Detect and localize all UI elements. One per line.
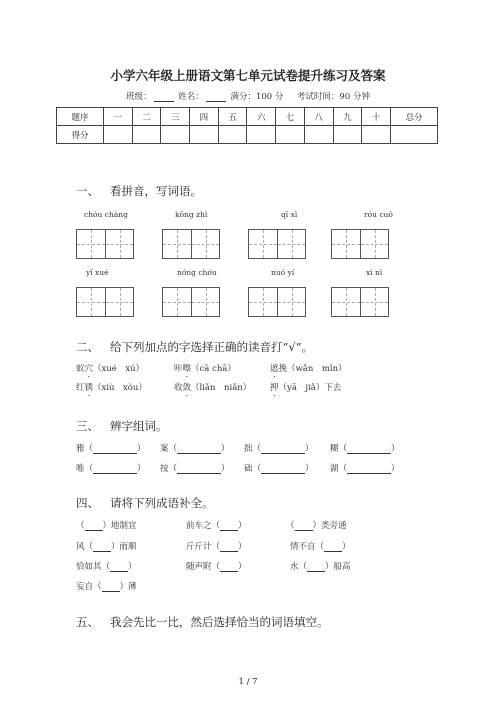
section-2-heading — [76, 339, 313, 355]
answer-blank[interactable] — [307, 561, 325, 572]
answer-blank[interactable] — [93, 443, 137, 454]
idiom-item: 情不自（ ） — [290, 542, 351, 552]
writing-grid[interactable] — [76, 229, 134, 259]
idiom-item: 恰如其（ ） — [76, 562, 137, 572]
score-header-cell: 七 — [276, 108, 305, 126]
score-header-cell: 八 — [304, 108, 333, 126]
answer-blank[interactable] — [93, 463, 137, 474]
score-header-cell: 六 — [247, 108, 276, 126]
score-cell[interactable] — [304, 126, 333, 144]
pinyin-label: nuó yí — [271, 268, 295, 277]
answer-blank[interactable] — [220, 561, 238, 572]
exam-info — [0, 90, 496, 102]
answer-blank[interactable] — [177, 443, 221, 454]
reading-item: 收敛（liǎn niǎn） — [174, 383, 252, 393]
reading-item: 红锈（xiù xòu） — [76, 383, 147, 393]
word-item: 础（ ） — [244, 464, 314, 474]
score-cell[interactable] — [132, 126, 161, 144]
idiom-item: （ ）类旁通 — [286, 521, 347, 531]
writing-grid[interactable] — [162, 229, 220, 259]
score-table — [56, 107, 438, 144]
score-cell[interactable] — [161, 126, 190, 144]
word-item: 案（ ） — [160, 444, 230, 454]
writing-grid[interactable] — [248, 287, 306, 317]
section-title: 给下列加点的字选择正确的读音打“√”。 — [110, 340, 314, 354]
section-4-heading — [76, 495, 214, 511]
word-item: 雅（ ） — [76, 444, 146, 454]
section-1-heading — [76, 183, 202, 199]
name-label: 姓名： — [178, 92, 204, 102]
answer-blank[interactable] — [347, 443, 391, 454]
writing-grid[interactable] — [162, 287, 220, 317]
section-number: 四、 — [76, 496, 99, 510]
score-header-cell: 题序 — [57, 108, 104, 126]
writing-grid[interactable] — [248, 229, 306, 259]
score-header-cell: 一 — [104, 108, 133, 126]
answer-blank[interactable] — [110, 561, 128, 572]
score-cell[interactable] — [276, 126, 305, 144]
score-row-label: 得分 — [57, 126, 104, 144]
section-number: 一、 — [76, 184, 99, 198]
answer-blank[interactable] — [295, 520, 313, 531]
name-blank[interactable] — [206, 92, 226, 102]
reading-item: 咔嚓（cā chā） — [174, 364, 236, 374]
writing-grid[interactable] — [331, 287, 389, 317]
class-blank[interactable] — [154, 92, 174, 102]
section-number: 二、 — [76, 340, 99, 354]
score-cell[interactable] — [218, 126, 247, 144]
answer-blank[interactable] — [347, 463, 391, 474]
word-item: 湖（ ） — [330, 464, 400, 474]
section-title: 我会先比一比，然后选择恰当的词语填空。 — [110, 615, 329, 629]
answer-blank[interactable] — [102, 581, 120, 592]
idiom-item: （ ）地制宜 — [76, 521, 137, 531]
idiom-item: 水（ ）船高 — [290, 562, 351, 572]
section-5-heading — [76, 614, 329, 630]
score-cell[interactable] — [362, 126, 391, 144]
score-cell[interactable] — [391, 126, 438, 144]
answer-blank[interactable] — [93, 541, 111, 552]
writing-grid[interactable] — [331, 229, 389, 259]
word-item: 按（ ） — [160, 464, 230, 474]
answer-blank[interactable] — [324, 541, 342, 552]
score-header-cell: 九 — [333, 108, 362, 126]
score-header-cell: 十 — [362, 108, 391, 126]
score-header-cell: 总分 — [391, 108, 438, 126]
score-cell[interactable] — [190, 126, 219, 144]
score-header-cell: 三 — [161, 108, 190, 126]
writing-grid[interactable] — [76, 287, 134, 317]
answer-blank[interactable] — [85, 520, 103, 531]
score-row — [57, 126, 438, 144]
score-header-cell: 四 — [190, 108, 219, 126]
score-cell[interactable] — [104, 126, 133, 144]
reading-item: 押（yā jiǎ）下去 — [270, 383, 342, 393]
word-item: 拙（ ） — [244, 444, 314, 454]
word-item: 唯（ ） — [76, 464, 146, 474]
section-number: 三、 — [76, 419, 99, 433]
page-title: 小学六年级上册语文第七单元试卷提升练习及答案 — [110, 68, 386, 83]
exam-time: 考试时间：90 分钟 — [296, 92, 370, 102]
score-header-cell: 二 — [132, 108, 161, 126]
answer-blank[interactable] — [177, 463, 221, 474]
score-header-row — [57, 108, 438, 126]
answer-blank[interactable] — [220, 541, 238, 552]
idiom-item: 斤斤计（ ） — [186, 542, 247, 552]
pinyin-label: qī xī — [281, 210, 298, 219]
pinyin-label: róu cuō — [364, 210, 393, 219]
class-label: 班级： — [126, 92, 152, 102]
answer-blank[interactable] — [261, 463, 305, 474]
answer-blank[interactable] — [261, 443, 305, 454]
pinyin-label: kōng zhì — [175, 210, 208, 219]
idiom-item: 随声附（ ） — [186, 562, 247, 572]
score-cell[interactable] — [333, 126, 362, 144]
idiom-item: 风（ ）雨顺 — [76, 542, 137, 552]
answer-blank[interactable] — [220, 520, 238, 531]
score-cell[interactable] — [247, 126, 276, 144]
reading-item: 遮挽（wǎn mǐn） — [270, 364, 347, 374]
reading-item: 蚁穴（xué xú） — [76, 364, 145, 374]
page-number: 1 / 7 — [238, 677, 258, 687]
pinyin-label: chóu chàng — [84, 210, 128, 219]
idiom-item: 前车之（ ） — [186, 521, 247, 531]
pinyin-label: yǐ xué — [86, 268, 109, 277]
section-3-heading — [76, 418, 168, 434]
pinyin-label: nóng chóu — [177, 268, 217, 277]
section-title: 请将下列成语补全。 — [110, 496, 214, 510]
section-title: 看拼音，写词语。 — [110, 184, 202, 198]
section-number: 五、 — [76, 615, 99, 629]
score-header-cell: 五 — [218, 108, 247, 126]
word-item: 糊（ ） — [330, 444, 400, 454]
section-title: 辨字组词。 — [110, 419, 168, 433]
idiom-item: 妄自（ ）薄 — [76, 582, 137, 592]
pinyin-label: xì nì — [366, 268, 383, 277]
full-score: 满分：100 分 — [230, 92, 284, 102]
